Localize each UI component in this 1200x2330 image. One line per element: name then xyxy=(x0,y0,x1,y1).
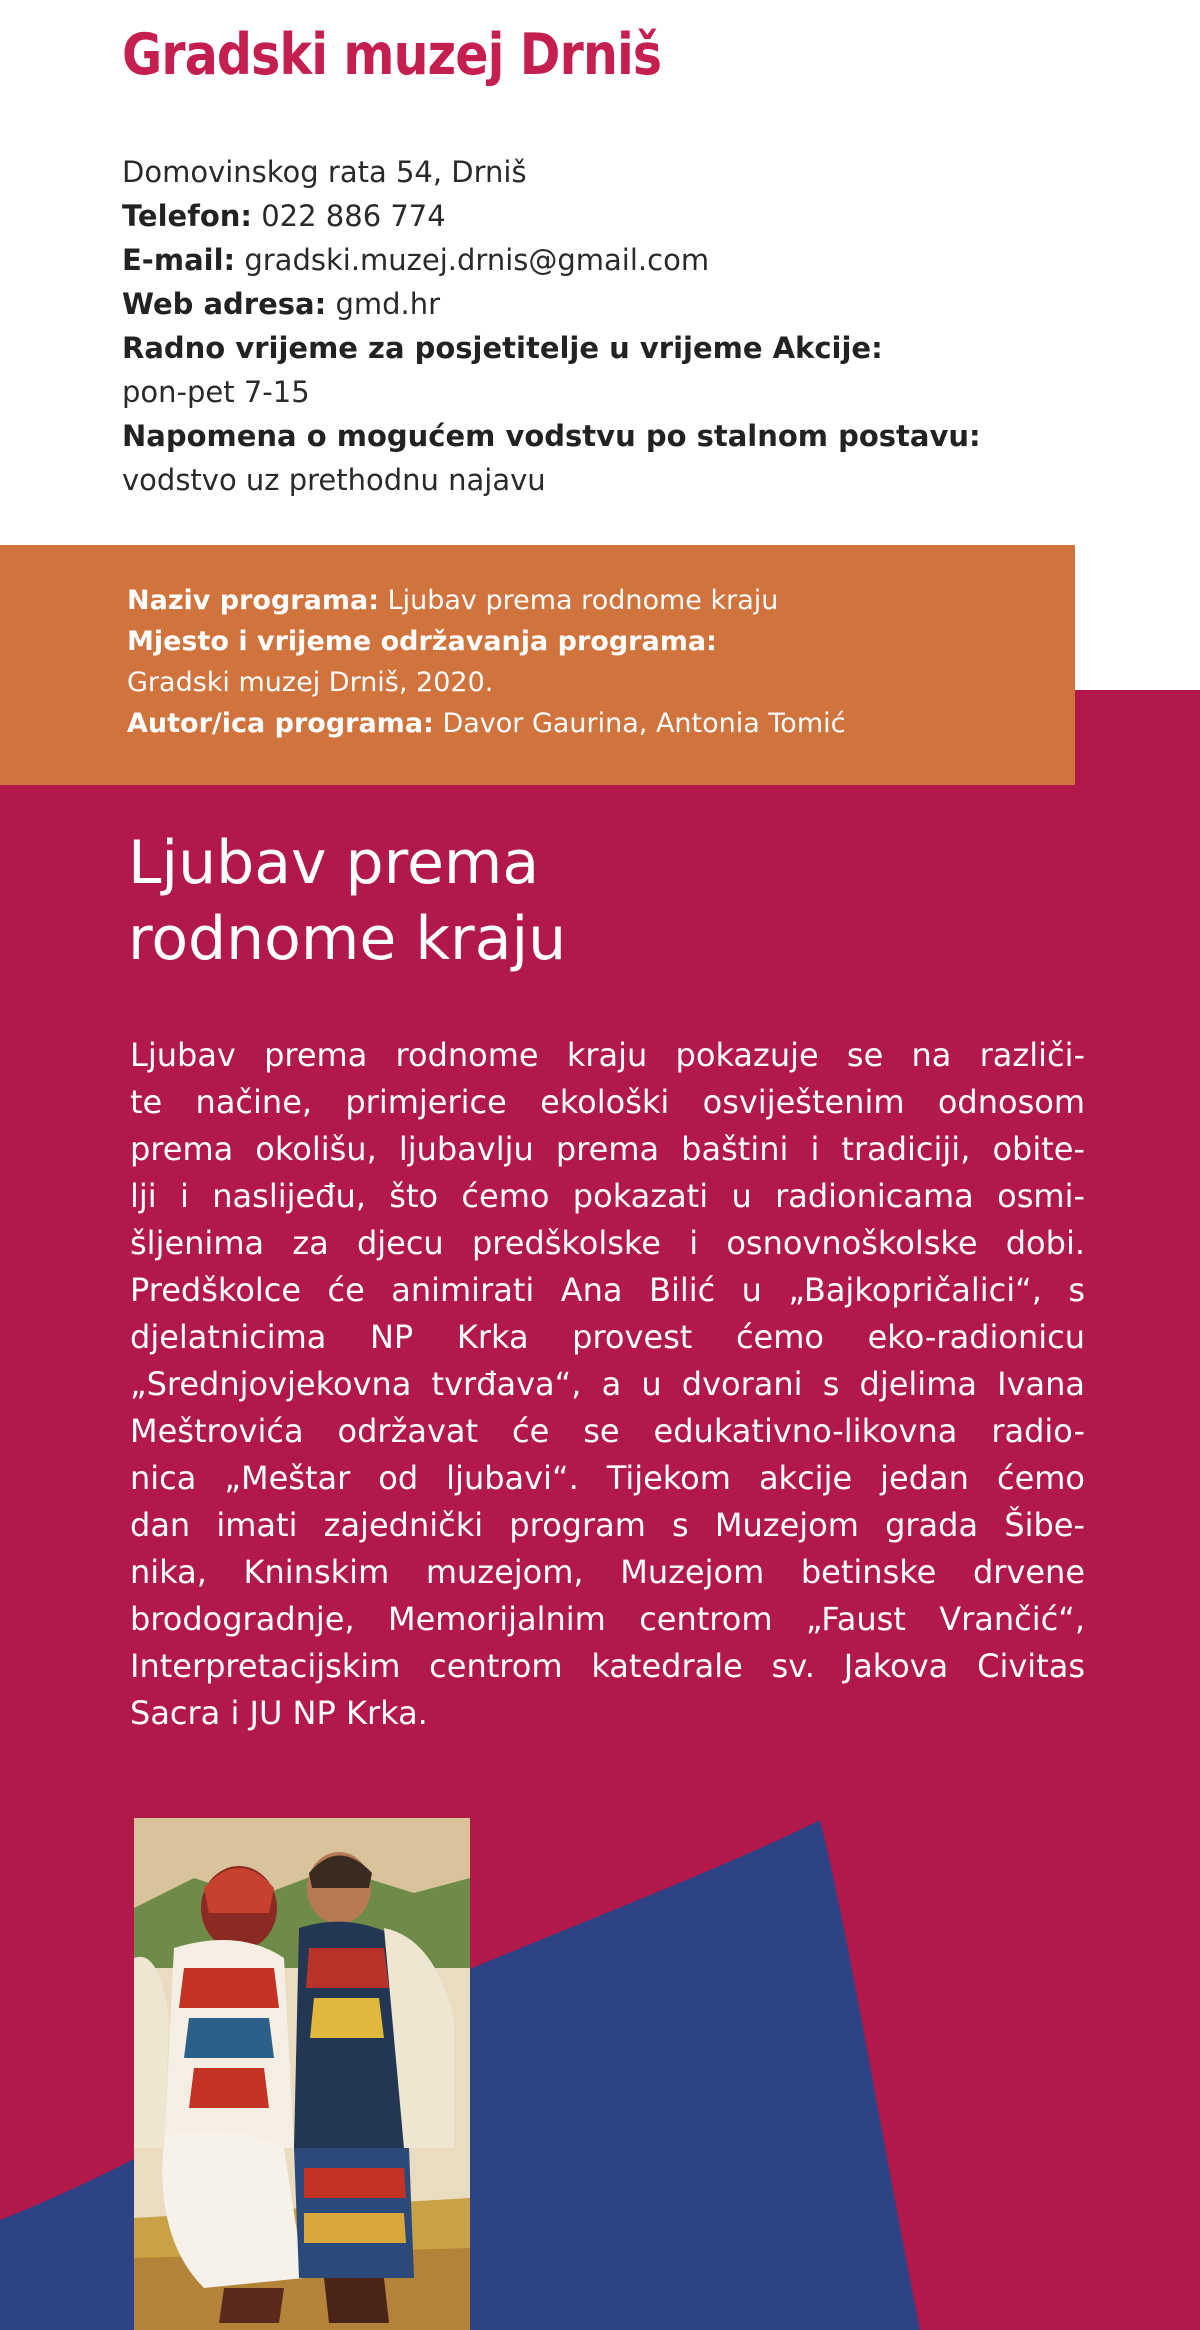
description-line: brodogradnje, Memorijalnim centrom „Faust Vrančić“, xyxy=(130,1600,1085,1638)
email-address: gradski.muzej.drnis@gmail.com xyxy=(244,243,710,277)
contact-info xyxy=(122,150,1122,502)
program-place-row xyxy=(127,662,1067,703)
phone-label: Telefon: xyxy=(122,199,252,233)
museum-title: Gradski muzej Drniš xyxy=(122,22,662,88)
phone-number: 022 886 774 xyxy=(261,199,446,233)
program-description xyxy=(130,1032,1085,1737)
description-line: Interpretacijskim centrom katedrale sv. Jakova Civitas xyxy=(130,1647,1085,1685)
description-line: Predškolce će animirati Ana Bilić u „Bajkopričalici“, s xyxy=(130,1271,1085,1309)
tour-value: vodstvo uz prethodnu najavu xyxy=(122,463,546,497)
address: Domovinskog rata 54, Drniš xyxy=(122,155,527,189)
description-line: Sacra i JU NP Krka. xyxy=(130,1694,428,1732)
web-row xyxy=(122,282,1122,326)
program-title-line: rodnome kraju xyxy=(128,904,567,974)
tour-label: Napomena o mogućem vodstvu po stalnom postavu: xyxy=(122,419,981,453)
email-row xyxy=(122,238,1122,282)
phone-row xyxy=(122,194,1122,238)
program-place-label-row xyxy=(127,621,1067,662)
description-line: prema okolišu, ljubavlju prema baštini i tradiciji, obite- xyxy=(130,1130,1085,1168)
description-line: nica „Meštar od ljubavi“. Tijekom akcije jedan ćemo xyxy=(130,1459,1085,1497)
description-line: te načine, primjerice ekološki osviještenim odnosom xyxy=(130,1083,1085,1121)
program-name-label: Naziv programa: xyxy=(127,585,379,616)
program-name-row xyxy=(127,580,1067,621)
web-address: gmd.hr xyxy=(335,287,441,321)
program-name: Ljubav prema rodnome kraju xyxy=(387,585,779,616)
description-line: nika, Kninskim muzejom, Muzejom betinske drvene xyxy=(130,1553,1085,1591)
description-line: Meštrovića održavat će se edukativno-likovna radio- xyxy=(130,1412,1085,1450)
web-label: Web adresa: xyxy=(122,287,327,321)
program-author-label: Autor/ica programa: xyxy=(127,708,434,739)
description-line: Ljubav prema rodnome kraju pokazuje se na različi- xyxy=(130,1036,1085,1074)
program-place: Gradski muzej Drniš, 2020. xyxy=(127,667,494,698)
hours-row xyxy=(122,370,1122,414)
hours-value: pon-pet 7-15 xyxy=(122,375,310,409)
program-author-row xyxy=(127,703,1067,744)
description-line: šljenima za djecu predškolske i osnovnoškolske dobi. xyxy=(130,1224,1085,1262)
description-line: djelatnicima NP Krka provest ćemo eko-radionicu xyxy=(130,1318,1085,1356)
tour-row xyxy=(122,458,1122,502)
description-line: dan imati zajednički program s Muzejom grada Šibe- xyxy=(130,1506,1085,1544)
description-line: „Srednjovjekovna tvrđava“, a u dvorani s djelima Ivana xyxy=(130,1365,1085,1403)
hours-label-row xyxy=(122,326,1122,370)
program-title-line: Ljubav prema xyxy=(128,828,540,898)
hours-label: Radno vrijeme za posjetitelje u vrijeme Akcije: xyxy=(122,331,883,365)
program-info-box xyxy=(0,545,1075,785)
program-authors: Davor Gaurina, Antonia Tomić xyxy=(442,708,846,739)
email-label: E-mail: xyxy=(122,243,236,277)
program-title xyxy=(128,825,566,977)
description-line: lji i naslijeđu, što ćemo pokazati u radionicama osmi- xyxy=(130,1177,1085,1215)
address-row xyxy=(122,150,1122,194)
program-place-label: Mjesto i vrijeme održavanja programa: xyxy=(127,626,717,657)
tour-label-row xyxy=(122,414,1122,458)
folk-painting-image xyxy=(134,1818,470,2330)
